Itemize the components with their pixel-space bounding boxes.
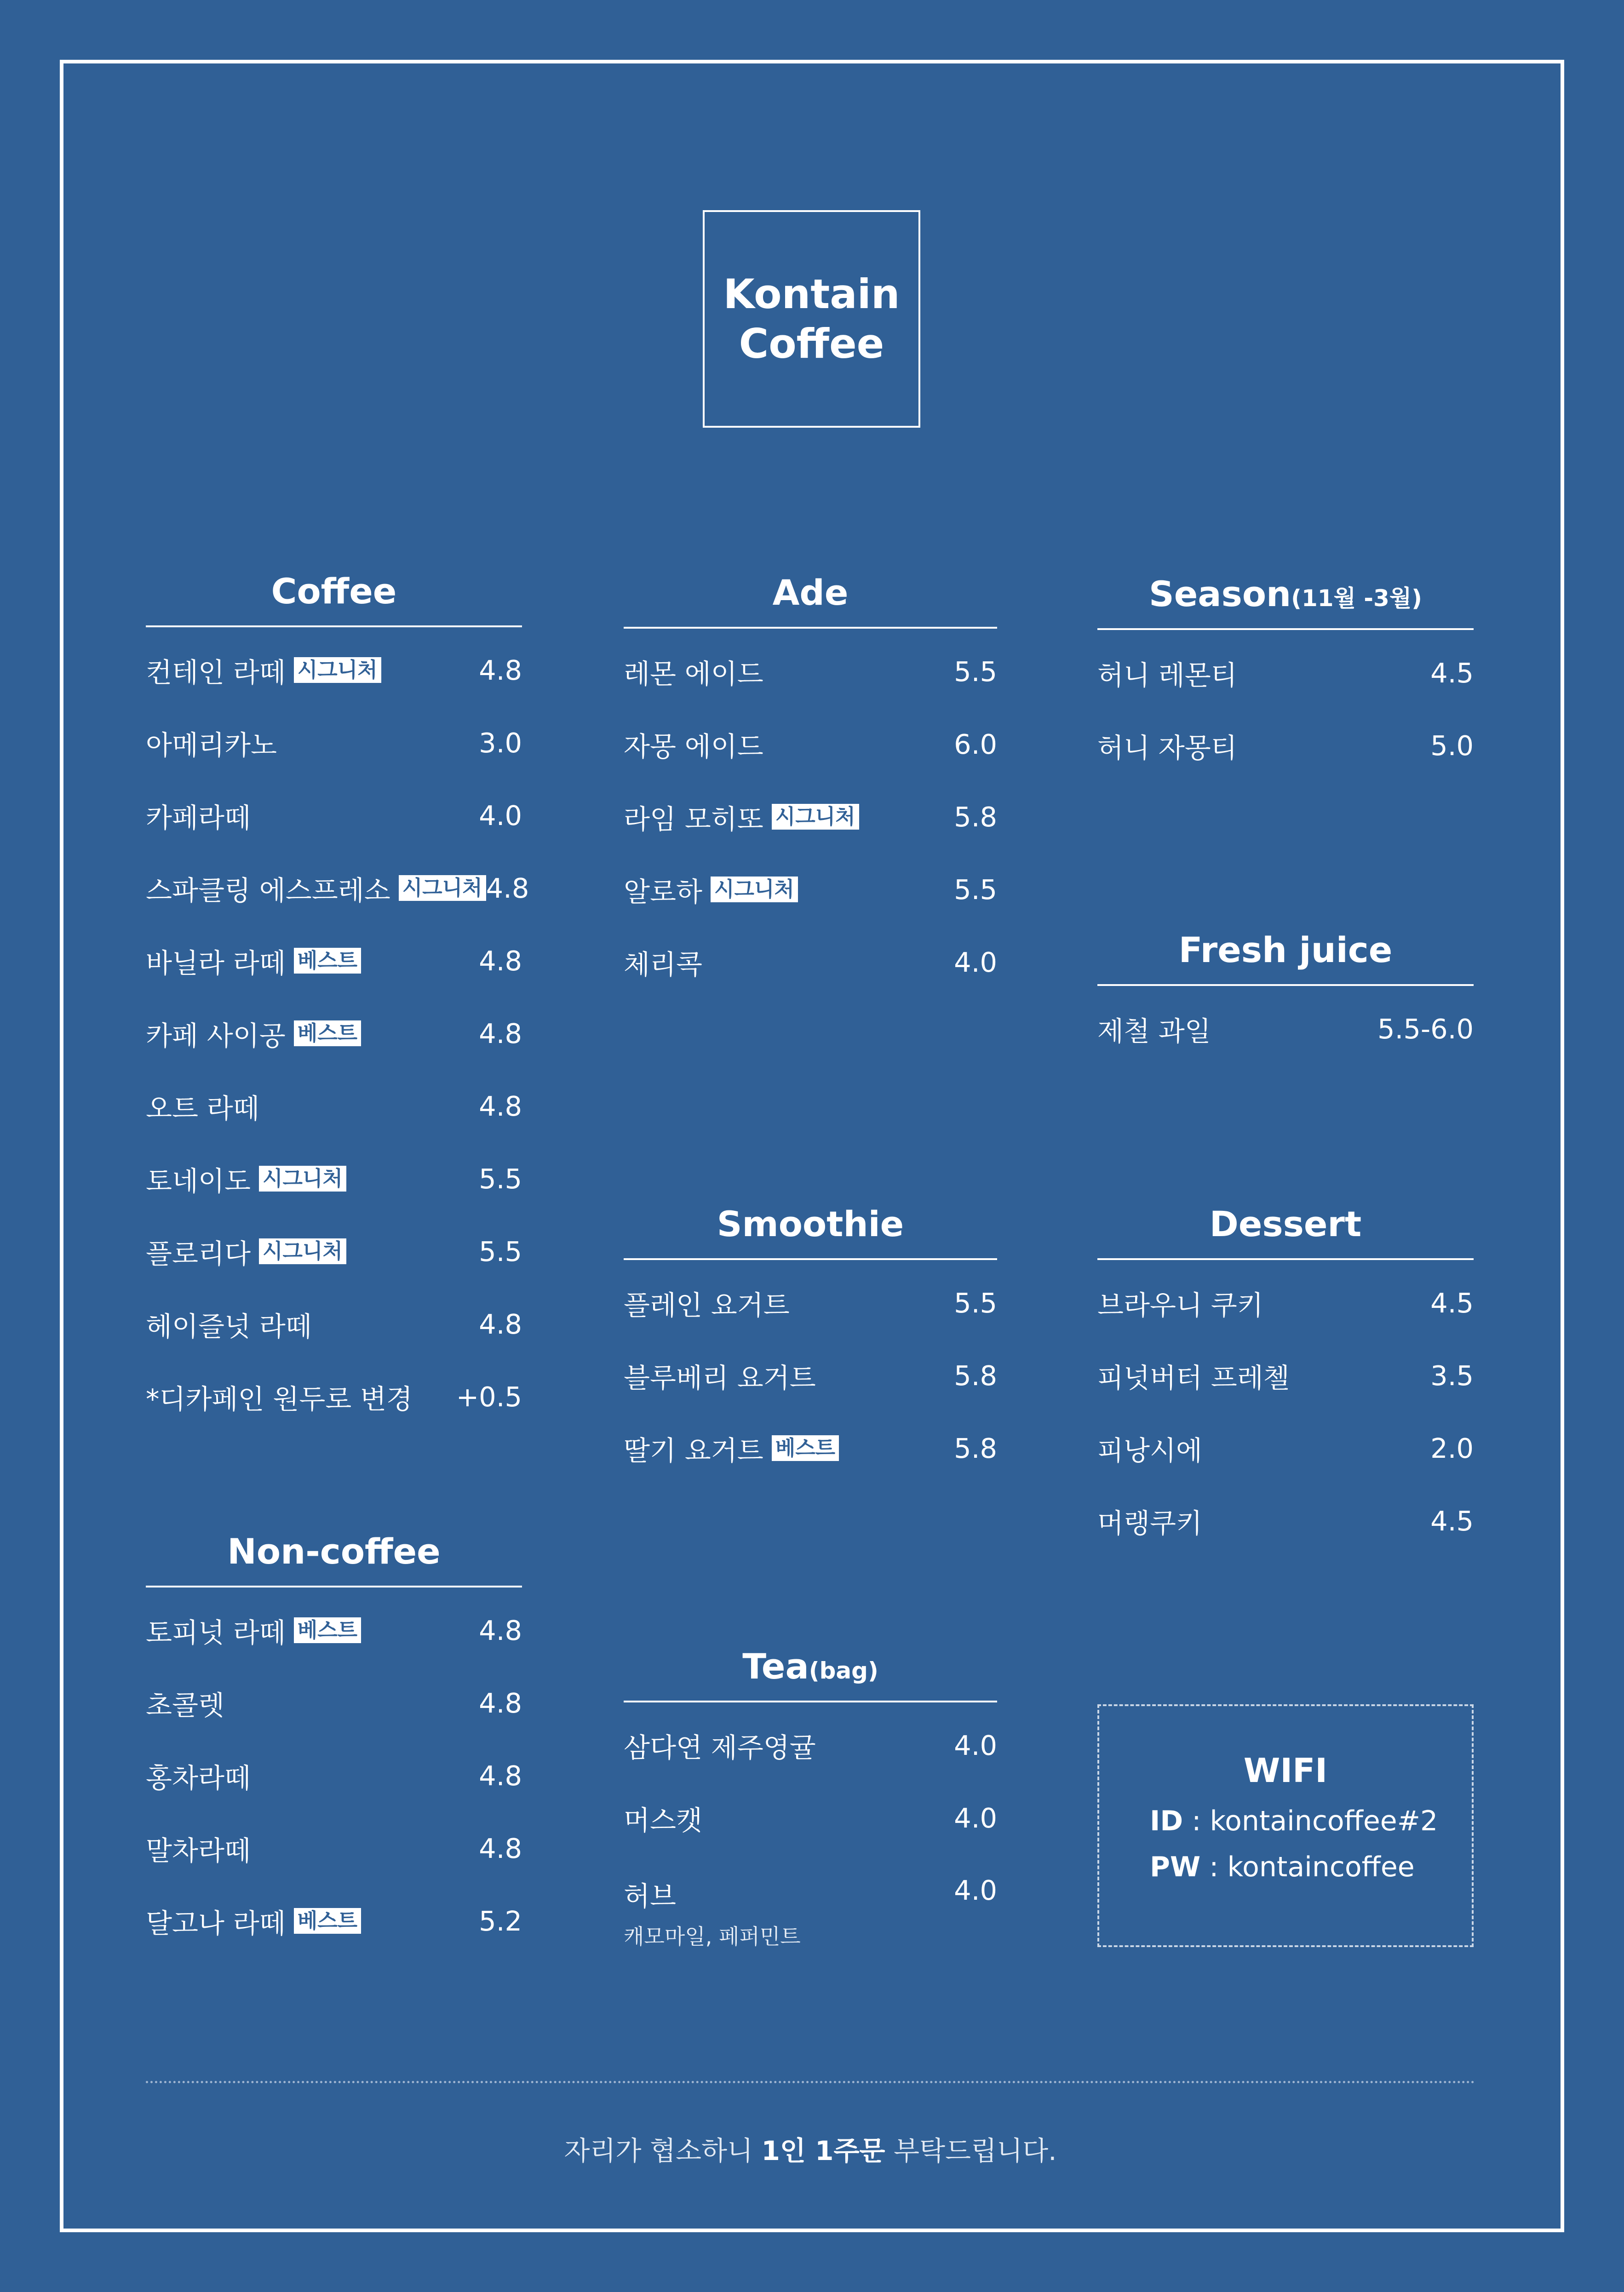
menu-item [146, 1739, 522, 1812]
logo-line-1: Kontain [723, 270, 900, 318]
menu-list-noncoffee [146, 1594, 522, 1957]
menu-item-name: 헤이즐넛 라떼 [146, 1310, 312, 1342]
menu-list-tea [624, 1709, 997, 1949]
menu-item-price: 4.8 [486, 872, 529, 904]
menu-item-price: 4.8 [479, 1687, 522, 1719]
section-ade [624, 563, 997, 998]
menu-item [146, 924, 522, 997]
menu-item-name: 브라우니 쿠키 [1097, 1289, 1263, 1321]
menu-item-left [146, 1087, 259, 1126]
menu-item-left [146, 723, 277, 762]
menu-item-left [1097, 1356, 1290, 1395]
menu-item-name-wrap [146, 1232, 346, 1271]
menu-item-price: 4.8 [479, 654, 522, 686]
section-title-juice: Fresh juice [1178, 929, 1393, 970]
section-divider [1097, 984, 1474, 986]
menu-item-name: 오트 라떼 [146, 1092, 259, 1124]
menu-item-price: 5.5-6.0 [1377, 1013, 1474, 1045]
menu-item-badge: 베스트 [294, 948, 361, 974]
menu-item-name-wrap [1097, 1501, 1202, 1541]
wifi-id-label: ID [1150, 1805, 1183, 1837]
menu-list-ade [624, 635, 997, 998]
menu-item-left [146, 1014, 361, 1053]
menu-item-name-wrap [146, 1756, 251, 1795]
section-title-coffee: Coffee [271, 571, 397, 612]
menu-item-badge: 베스트 [294, 1908, 361, 1934]
section-dessert [1097, 1195, 1474, 1557]
section-divider [624, 627, 997, 629]
menu-item-left [146, 1159, 346, 1198]
menu-item-name-wrap [624, 870, 798, 909]
menu-item [624, 1782, 997, 1854]
menu-item-name: 자몽 에이드 [624, 730, 763, 762]
wifi-id-line [1150, 1798, 1472, 1844]
menu-item-name-wrap [146, 1014, 361, 1053]
footer-divider [146, 2081, 1475, 2083]
menu-item [146, 1594, 522, 1667]
wifi-pw-line [1150, 1844, 1472, 1890]
menu-item-name: 알로하 [624, 876, 702, 908]
menu-item-name: 제철 과일 [1097, 1015, 1211, 1047]
menu-item-price: 5.5 [954, 655, 997, 688]
menu-item [1097, 1484, 1474, 1557]
menu-item [146, 1215, 522, 1288]
menu-item-price: 4.0 [479, 799, 522, 831]
menu-item-name-wrap [1097, 1429, 1202, 1468]
menu-item [1097, 709, 1474, 782]
menu-item-name: 달고나 라떼 [146, 1907, 286, 1939]
menu-item [1097, 1339, 1474, 1412]
menu-item [624, 853, 997, 926]
menu-item [1097, 1266, 1474, 1339]
footer-text-before: 자리가 협소하니 [564, 2135, 762, 2166]
menu-item [624, 1854, 997, 1949]
section-title-season [1097, 565, 1474, 624]
menu-item [146, 1360, 522, 1433]
menu-item-price: 5.5 [954, 873, 997, 905]
menu-item [624, 1266, 997, 1339]
menu-item-left [624, 797, 859, 837]
menu-item [624, 635, 997, 708]
menu-item [146, 779, 522, 852]
menu-item-name: 머랭쿠키 [1097, 1507, 1202, 1539]
section-coffee [146, 562, 529, 1433]
wifi-id-value: kontaincoffee#2 [1210, 1805, 1438, 1837]
menu-item [1097, 636, 1474, 709]
menu-item-name-wrap [146, 1684, 224, 1723]
section-title-tea [624, 1637, 997, 1696]
menu-item [146, 1142, 522, 1215]
menu-item [146, 1070, 522, 1142]
menu-item-left [624, 1429, 839, 1468]
menu-item-name: 피낭시에 [1097, 1434, 1202, 1467]
footer-text-after: 부탁드립니다. [885, 2135, 1057, 2166]
menu-item [146, 706, 522, 779]
menu-item-name: 플레인 요거트 [624, 1289, 790, 1321]
menu-item-left [624, 870, 798, 909]
menu-list-smoothie [624, 1266, 997, 1484]
section-divider [1097, 1258, 1474, 1260]
menu-item-price: 4.8 [479, 1017, 522, 1049]
menu-item-left [624, 943, 702, 982]
menu-item-name-wrap [146, 796, 251, 835]
section-smoothie [624, 1195, 997, 1484]
wifi-box [1097, 1704, 1474, 1947]
section-title-season-main: Season [1149, 573, 1291, 614]
section-title-dessert: Dessert [1209, 1203, 1362, 1244]
menu-item-price: 4.0 [954, 1802, 997, 1834]
menu-item [624, 1709, 997, 1782]
menu-item-badge: 시그니처 [259, 1238, 346, 1264]
section-title-ade: Ade [772, 572, 849, 613]
menu-item-name-wrap [624, 1874, 801, 1914]
section-divider [146, 625, 522, 627]
section-divider [624, 1701, 997, 1702]
menu-list-coffee [146, 634, 529, 1433]
menu-item-name: 허니 자몽티 [1097, 732, 1237, 764]
menu-item [146, 852, 529, 924]
menu-item-name-wrap [624, 725, 763, 764]
menu-item-name: 컨테인 라떼 [146, 656, 286, 688]
menu-item-price: 2.0 [1430, 1432, 1474, 1464]
menu-item-name: 플로리다 [146, 1238, 251, 1270]
menu-item-price: 3.5 [1430, 1359, 1474, 1392]
menu-item [146, 1885, 522, 1957]
menu-item-name-wrap [624, 1284, 790, 1323]
menu-item-badge: 시그니처 [294, 657, 381, 683]
menu-item-badge: 베스트 [294, 1020, 361, 1046]
menu-item-name-wrap [146, 1377, 413, 1416]
menu-item-left [1097, 726, 1237, 765]
menu-item-price: 5.2 [479, 1905, 522, 1937]
menu-item-price: 4.8 [479, 945, 522, 977]
section-title-season-sub: (11월 -3월) [1291, 585, 1422, 612]
menu-item-name-wrap [146, 651, 381, 690]
menu-item [146, 634, 522, 706]
menu-item-name-wrap [1097, 653, 1237, 693]
menu-item-left [146, 941, 361, 980]
menu-list-season [1097, 636, 1474, 782]
section-title-noncoffee: Non-coffee [227, 1531, 441, 1572]
menu-item [624, 780, 997, 853]
menu-item-left [146, 796, 251, 835]
menu-item-price: 4.5 [1430, 1505, 1474, 1537]
menu-item [146, 997, 522, 1070]
menu-item-price: +0.5 [456, 1381, 522, 1413]
menu-item-left [146, 1377, 413, 1416]
menu-item-badge: 시그니처 [772, 804, 859, 830]
menu-item-name: 체리콕 [624, 948, 702, 980]
menu-item-price: 4.8 [479, 1090, 522, 1122]
menu-item-badge: 베스트 [294, 1617, 361, 1643]
menu-item-price: 5.5 [479, 1235, 522, 1267]
menu-item-price: 4.8 [479, 1759, 522, 1792]
menu-item-name: 홍차라떼 [146, 1762, 251, 1794]
menu-item-name-wrap [146, 1611, 361, 1650]
menu-item-price: 5.8 [954, 1359, 997, 1392]
menu-item [624, 708, 997, 780]
menu-item-name: 삼다연 제주영귤 [624, 1731, 816, 1764]
menu-item-name-wrap [146, 941, 361, 980]
menu-item-left [146, 1902, 361, 1941]
menu-item-left [146, 651, 381, 690]
menu-item-name-wrap [1097, 1356, 1290, 1395]
menu-item-left [1097, 1429, 1202, 1468]
menu-item-name-wrap [146, 1902, 361, 1941]
brand-logo [703, 210, 920, 428]
menu-item-name: 토피넛 라떼 [146, 1616, 286, 1649]
menu-item-left [146, 1829, 251, 1868]
section-noncoffee [146, 1522, 522, 1957]
menu-item-name-wrap [624, 1726, 816, 1765]
menu-item-left [146, 1305, 312, 1344]
menu-item-name: 레몬 에이드 [624, 658, 763, 690]
section-title-tea-main: Tea [742, 1646, 809, 1687]
menu-item-name: 말차라떼 [146, 1834, 251, 1867]
menu-item-left [624, 1854, 801, 1950]
menu-item-name: 초콜렛 [146, 1689, 224, 1721]
menu-item [624, 1412, 997, 1484]
menu-item-name: 카페라떼 [146, 802, 251, 834]
section-divider [146, 1586, 522, 1587]
menu-item-name: 블루베리 요거트 [624, 1362, 816, 1394]
section-divider [1097, 628, 1474, 630]
menu-item-name-wrap [146, 1159, 346, 1198]
menu-item-name: 스파클링 에스프레소 [146, 874, 390, 906]
menu-item-badge: 시그니처 [711, 877, 798, 902]
menu-item-left [1097, 1501, 1202, 1541]
menu-item-name: 라임 모히또 [624, 803, 763, 835]
menu-item-name-wrap [1097, 1009, 1211, 1049]
menu-item-name-wrap [624, 943, 702, 982]
menu-item-name-wrap [146, 1305, 312, 1344]
menu-item-note: 캐모마일, 페퍼민트 [624, 1924, 801, 1949]
menu-item-name: 허브 [624, 1880, 676, 1912]
menu-item-name-wrap [146, 869, 486, 908]
menu-item [624, 1339, 997, 1412]
menu-item-left [1097, 653, 1237, 693]
menu-item-name: 머스캣 [624, 1804, 702, 1836]
menu-item-name-wrap [1097, 1284, 1263, 1323]
footer-text-bold: 1인 1주문 [761, 2135, 885, 2166]
menu-item-name-wrap [146, 1087, 259, 1126]
section-title-tea-sub: (bag) [809, 1657, 878, 1684]
menu-item [624, 926, 997, 998]
footer-notice [146, 2129, 1475, 2168]
menu-item-name-wrap [146, 723, 277, 762]
menu-item-left [1097, 1284, 1263, 1323]
menu-item-price: 4.8 [479, 1832, 522, 1864]
menu-item-price: 3.0 [479, 727, 522, 759]
menu-item [146, 1667, 522, 1739]
menu-item-name-wrap [624, 1799, 702, 1838]
menu-item-left [624, 1726, 816, 1765]
section-divider [624, 1258, 997, 1260]
menu-item-left [146, 869, 486, 908]
menu-item-price: 4.0 [954, 1729, 997, 1761]
menu-list-dessert [1097, 1266, 1474, 1557]
menu-item-name-wrap [1097, 726, 1237, 765]
wifi-pw-label: PW [1150, 1851, 1201, 1883]
menu-item-left [146, 1232, 346, 1271]
section-juice [1097, 921, 1474, 1065]
menu-item-price: 5.5 [954, 1287, 997, 1319]
menu-item-badge: 시그니처 [259, 1166, 346, 1192]
menu-item-left [1097, 1009, 1211, 1049]
menu-item-name: 토네이도 [146, 1165, 251, 1197]
menu-item-left [624, 725, 763, 764]
menu-item-name: 카페 사이공 [146, 1020, 286, 1052]
menu-item-name-wrap [624, 797, 859, 837]
menu-item-price: 4.0 [954, 946, 997, 978]
menu-item-price: 5.5 [479, 1163, 522, 1195]
menu-item-left [624, 652, 763, 691]
menu-item-left [146, 1684, 224, 1723]
menu-item-name: 딸기 요거트 [624, 1434, 763, 1467]
menu-item [146, 1812, 522, 1885]
menu-item-name-wrap [146, 1829, 251, 1868]
menu-item-name: 피넛버터 프레첼 [1097, 1362, 1290, 1394]
menu-item-name: *디카페인 원두로 변경 [146, 1383, 413, 1415]
menu-item-left [624, 1356, 816, 1395]
menu-item-name-wrap [624, 1356, 816, 1395]
menu-item-name: 바닐라 라떼 [146, 947, 286, 979]
logo-line-2: Coffee [739, 320, 884, 367]
section-tea [624, 1637, 997, 1949]
menu-item-price: 5.8 [954, 801, 997, 833]
menu-item-name-wrap [624, 652, 763, 691]
wifi-title: WIFI [1243, 1751, 1328, 1790]
menu-item-price: 5.0 [1430, 729, 1474, 762]
menu-item-badge: 베스트 [772, 1435, 839, 1461]
menu-item-price: 4.5 [1430, 1287, 1474, 1319]
menu-item-name-wrap [624, 1429, 839, 1468]
menu-item-price: 4.5 [1430, 657, 1474, 689]
menu-item-left [146, 1611, 361, 1650]
menu-item-left [624, 1799, 702, 1838]
menu-item-price: 6.0 [954, 728, 997, 760]
menu-item-left [624, 1284, 790, 1323]
menu-item-badge: 시그니처 [399, 875, 486, 901]
wifi-separator: : [1183, 1805, 1210, 1837]
menu-item-name: 아메리카노 [146, 729, 277, 761]
section-title-smoothie: Smoothie [717, 1203, 904, 1244]
menu-item [1097, 1412, 1474, 1484]
menu-item-price: 5.8 [954, 1432, 997, 1464]
menu-item-price: 4.8 [479, 1614, 522, 1646]
menu-item-price: 4.8 [479, 1308, 522, 1340]
menu-list-juice [1097, 992, 1474, 1065]
wifi-separator: : [1200, 1851, 1228, 1883]
wifi-pw-value: kontaincoffee [1227, 1851, 1415, 1883]
section-season [1097, 565, 1474, 782]
menu-item-price: 4.0 [954, 1874, 997, 1906]
menu-item [146, 1288, 522, 1360]
menu-item [1097, 992, 1474, 1065]
menu-item-left [146, 1756, 251, 1795]
menu-item-name: 허니 레몬티 [1097, 659, 1237, 691]
